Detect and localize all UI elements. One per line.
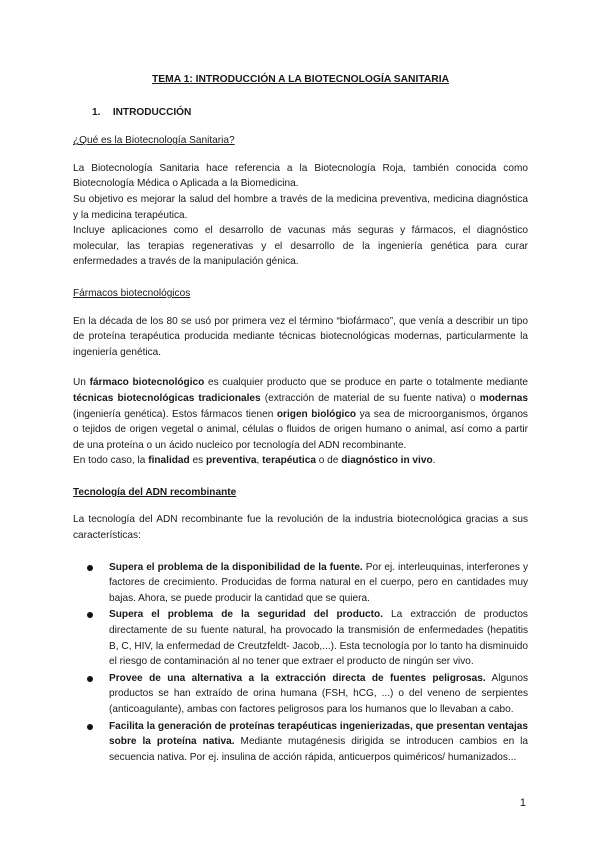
bullet-icon — [87, 612, 93, 618]
paragraph: En la década de los 80 se usó por primera vez el término “biofármaco”, que venía a describir un tipo de proteína terapéutica producida mediante técnicas biotecnológicas modernas, particularmente la ingeniería genética. — [73, 315, 528, 358]
paragraph: Su objetivo es mejorar la salud del hombre a través de la medicina preventiva, medicina diagnóstica y la medicina terapéutica. — [73, 193, 528, 221]
document-page — [73, 72, 528, 766]
list-item: Supera el problema de la disponibilidad de la fuente. Por ej. interleuquinas, interferones y factores de crecimiento. Producidas de forma natural en el cuerpo, pero en cantidades muy bajas. Ahora, se puede producir la cantidad que se quiera. — [73, 560, 528, 607]
paragraph: Incluye aplicaciones como el desarrollo de vacunas más seguras y fármacos, el diagnóstico molecular, las terapias regenerativas y el desarrollo de la ingeniería genética para curar enfermedades a través de la manipulación génica. — [73, 225, 528, 268]
subheading-farmacos: Fármacos biotecnológicos — [73, 287, 191, 299]
subheading-que-es: ¿Qué es la Biotecnología Sanitaria? — [73, 135, 235, 147]
paragraph: Un fármaco biotecnológico es cualquier producto que se produce en parte o totalmente mediante técnicas biotecnológicas tradicionales (extracción de material de su fuente nativa) o modernas (ingeniería genética). Estos fármacos tienen origen biológico ya sea de microorganismos, órganos o tejidos de origen vegetal o animal, células o fluidos de origen humano o animal, así como a partir de una proteína o un ácido nucleico por tecnología del ADN recombinante. — [73, 377, 528, 451]
paragraph: En todo caso, la finalidad es preventiva, terapéutica o de diagnóstico in vivo. — [73, 455, 436, 467]
list-item: Facilita la generación de proteínas terapéuticas ingenierizadas, que presentan ventajas sobre la proteína nativa. Mediante mutagénesis dirigida se introducen cambios en la secuencia nativa. Por ej. insulina de acción rápida, anticuerpos quiméricos/ humanizados... — [73, 719, 528, 766]
bullet-icon — [87, 724, 93, 730]
bullet-list — [73, 560, 528, 766]
bullet-icon — [87, 565, 93, 571]
section-number: 1. — [92, 106, 101, 118]
paragraph: La tecnología del ADN recombinante fue la revolución de la industria biotecnológica gracias a sus características: — [73, 514, 528, 542]
section-heading — [73, 105, 528, 121]
page-number: 1 — [519, 797, 526, 809]
section-title: INTRODUCCIÓN — [112, 106, 192, 118]
subheading-adn: Tecnología del ADN recombinante — [73, 486, 237, 498]
paragraph: La Biotecnología Sanitaria hace referencia a la Biotecnología Roja, también conocida como Biotecnología Médica o Aplicada a la Biomedicina. — [73, 162, 528, 190]
list-item: Supera el problema de la seguridad del producto. La extracción de productos directamente de su fuente natural, ha provocado la transmisión de enfermedades (hepatitis B, C, HIV, la enfermedad de Creutzfeldt- Jacob,...). Esta tecnología por lo tanto ha disminuido el riesgo de contaminación al no tener que extraer el producto de ningún ser vivo. — [73, 607, 528, 669]
bullet-icon — [87, 676, 93, 682]
document-title: TEMA 1: INTRODUCCIÓN A LA BIOTECNOLOGÍA SANITARIA — [151, 74, 450, 85]
list-item: Provee de una alternativa a la extracción directa de fuentes peligrosas. Algunos productos se han extraído de orina humana (FSH, hCG, ...) o del veneno de serpientes (anticoagulante), ambas con factores peligrosos para los humanos que lo llevaban a cabo. — [73, 671, 528, 718]
